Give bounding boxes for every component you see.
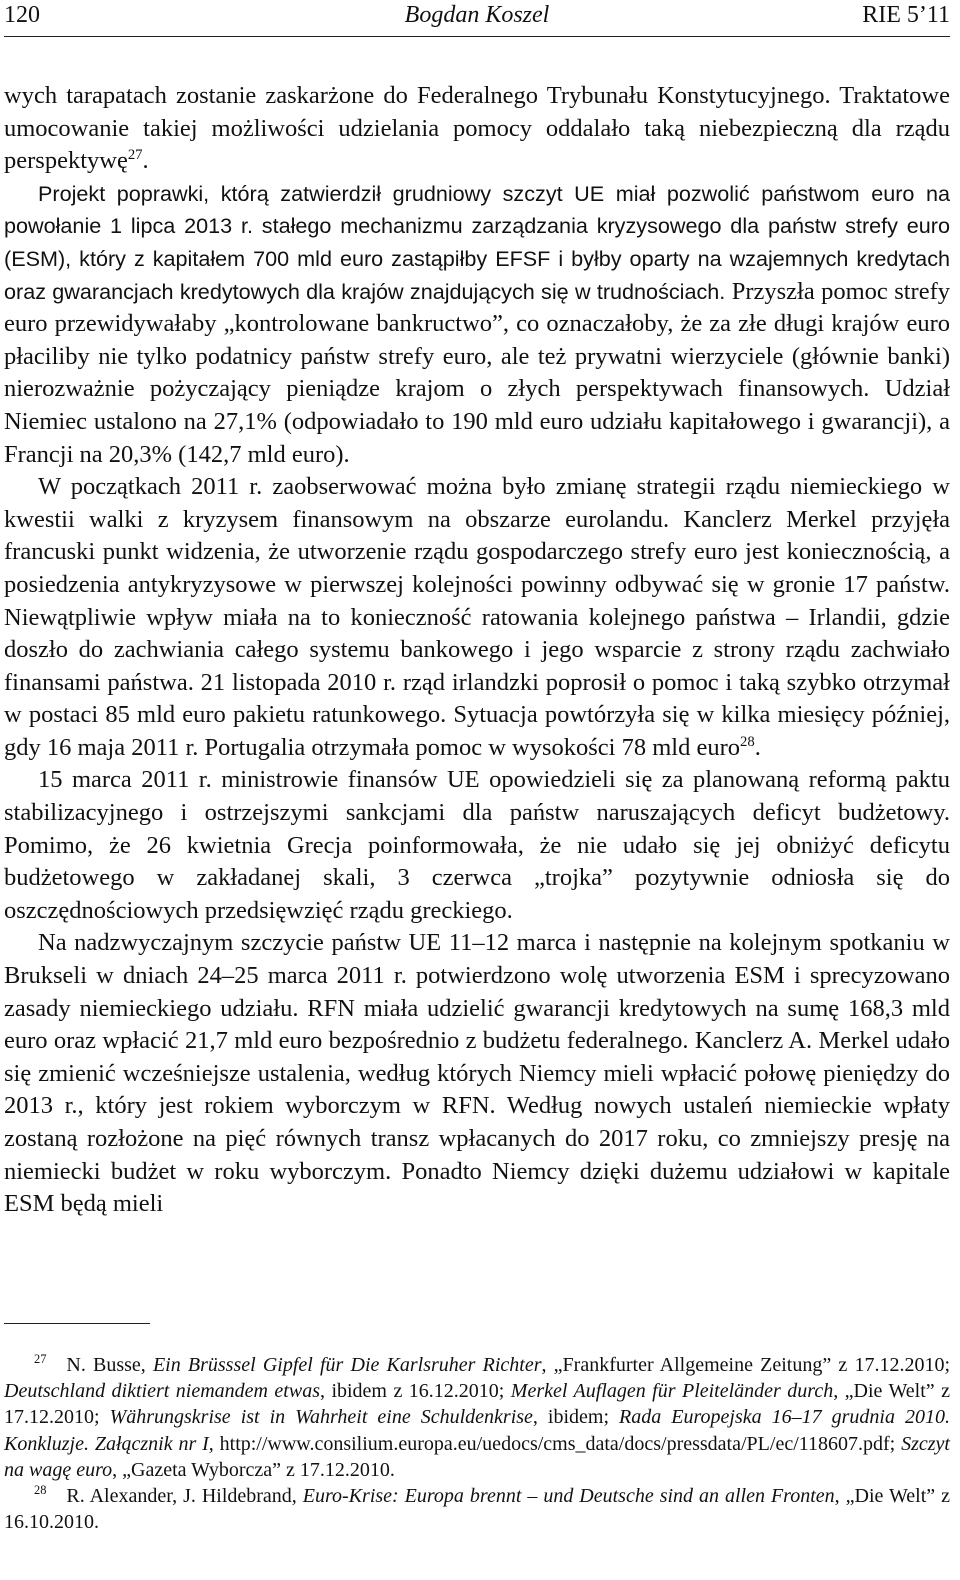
footnote-27-number: 27	[34, 1352, 47, 1367]
footnote-27-text: , „Die Welt” z 17.12.2010;	[4, 1380, 950, 1429]
footnote-28-title: Euro-Krise: Europa brennt – und Deutsche sind an allen Fronten	[302, 1485, 835, 1508]
paragraph-3	[4, 471, 950, 764]
footnote-28-text: R. Alexander, J. Hildebrand,	[66, 1485, 303, 1508]
footnote-ref-27[interactable]: 27	[127, 147, 143, 164]
paragraph-2-sans-text: Projekt poprawki, którą zatwierdził grudniowy szczyt UE miał pozwolić państwom euro na powołanie 1 lipca 2013 r. stałego mechanizmu zarządzania kryzysowego dla państw strefy euro (ESM), który z kapitałem 700 mld euro zastąpiłby EFSF i byłby oparty na wzajemnych kredytach oraz gwarancjach kredytowych dla krajów znajdujących się w trudnościach.	[4, 180, 950, 304]
footnote-27-text: N. Busse,	[66, 1354, 153, 1376]
footnote-28	[4, 1483, 950, 1535]
main-text	[4, 80, 950, 1221]
footnote-27-title-4: Währungskrise ist in Wahrheit eine Schuldenkrise	[109, 1406, 533, 1429]
paragraph-4	[4, 764, 950, 927]
footnotes	[4, 1352, 950, 1535]
journal-issue: RIE 5’11	[862, 2, 950, 28]
footnote-27	[4, 1352, 950, 1483]
paragraph-5	[4, 927, 950, 1220]
running-header	[4, 0, 950, 30]
footnote-27-text: , „Frankfurter Allgemeine Zeitung” z 17.12.2010;	[541, 1354, 950, 1376]
footnote-27-text: , ibidem;	[532, 1406, 620, 1429]
footnote-28-number: 28	[34, 1483, 47, 1498]
page-number: 120	[4, 2, 40, 28]
footnote-27-text: , ibidem z 16.12.2010;	[319, 1380, 511, 1403]
footnote-27-title-2: Deutschland diktiert niemandem etwas	[4, 1380, 320, 1403]
header-divider	[4, 36, 950, 37]
paragraph-2-text: Przyszła pomoc strefy euro przewidywałaby „kontrolowane bankructwo”, co oznaczałoby, że za złe długi krajów euro płaciliby nie tylko podatnicy państw strefy euro, ale też prywatni wierzyciele (głównie banki) nierozważnie pożyczający pieniądze krajom o złych perspektywach finansowych. Udział Niemiec ustalono na 27,1% (odpowiadało to 190 mld euro udziału kapitałowego i gwarancji), a Francji na 20,3% (142,7 mld euro).	[4, 277, 950, 468]
footnote-28-text: , „Die Welt” z 16.10.2010.	[4, 1485, 950, 1534]
paragraph-3-end: .	[754, 733, 761, 761]
footnote-27-title-1: Ein Brüsssel Gipfel für Die Karlsruher Richter	[152, 1354, 542, 1376]
paragraph-1	[4, 80, 950, 178]
paragraph-2	[4, 178, 950, 471]
paragraph-1-end: .	[142, 147, 149, 175]
footnote-27-text: , „Gazeta Wyborcza” z 17.12.2010.	[112, 1458, 395, 1481]
footnote-27-title-5: Rada Europejska 16–17 grudnia 2010. Konkluzje. Załącznik nr I	[4, 1406, 950, 1455]
running-author: Bogdan Koszel	[404, 2, 550, 28]
paragraph-5-text: Na nadzwyczajnym szczycie państw UE 11–12 marca i następnie na kolejnym spotkaniu w Brukseli w dniach 24–25 marca 2011 r. potwierdzono wolę utworzenia ESM i sprecyzowano zasady niemieckiego udziału. RFN miała udzielić gwarancji kredytowych na sumę 168,3 mld euro oraz wpłacić 21,7 mld euro bezpośrednio z budżetu federalnego. Kanclerz A. Merkel udało się zmienić wcześniejsze ustalenia, według których Niemcy mieli wpłacić połowę pieniędzy do 2013 r., który jest rokiem wyborczym w RFN. Według nowych ustaleń niemieckie wpłaty zostaną rozłożone na pięć równych transz wpłacanych do 2017 roku, co zmniejszy presję na niemiecki budżet w roku wyborczym. Ponadto Niemcy dzięki dużemu udziałowi w kapitale ESM będą mieli	[4, 929, 950, 1218]
footnote-divider	[4, 1323, 150, 1324]
paragraph-3-text: W początkach 2011 r. zaobserwować można było zmianę strategii rządu niemieckiego w kwestii walki z kryzysem finansowym na obszarze eurolandu. Kanclerz Merkel przyjęła francuski punkt widzenia, że utworzenie rządu gospodarczego strefy euro jest koniecznością, a posiedzenia antykryzysowe w pierwszej kolejności powinny odbywać się w gronie 17 państw. Niewątpliwie wpływ miała na to konieczność ratowania kolejnego państwa – Irlandii, gdzie doszło do zachwiania całego systemu bankowego i jego wsparcie z strony rządu zachwiało finansami państwa. 21 listopada 2010 r. rząd irlandzki poprosił o pomoc i taką szybko otrzymał w postaci 85 mld euro pakietu ratunkowego. Sytuacja powtórzyła się w kilka miesięcy później, gdy 16 maja 2011 r. Portugalia otrzymała pomoc w wysokości 78 mld euro	[4, 473, 950, 761]
paragraph-4-text: 15 marca 2011 r. ministrowie finansów UE opowiedzieli się za planowaną reformą paktu stabilizacyjnego i ostrzejszymi sankcjami dla państw naruszających deficyt budżetowy. Pomimo, że 26 kwietnia Grecja poinformowała, że nie udało się jej obniżyć deficytu budżetowego w zakładanej skali, 3 czerwca „trojka” pozytywnie odniosła się do oszczędnościowych przedsięwzięć rządu greckiego.	[4, 766, 950, 924]
paragraph-1-text: wych tarapatach zostanie zaskarżone do Federalnego Trybunału Konstytucyjnego. Traktatowe umocowanie takiej możliwości udzielania pomocy oddalało taką niebezpieczną dla rządu perspektywę	[4, 82, 950, 175]
footnote-27-link-text[interactable]: , http://www.consilium.europa.eu/uedocs/cms_data/docs/pressdata/PL/ec/118607.pdf;	[208, 1432, 902, 1455]
footnote-ref-28[interactable]: 28	[740, 733, 755, 750]
footnote-27-title-3: Merkel Auflagen für Pleiteländer durch	[510, 1380, 834, 1403]
footnote-27-title-6: Szczyt na wagę euro	[4, 1432, 950, 1481]
